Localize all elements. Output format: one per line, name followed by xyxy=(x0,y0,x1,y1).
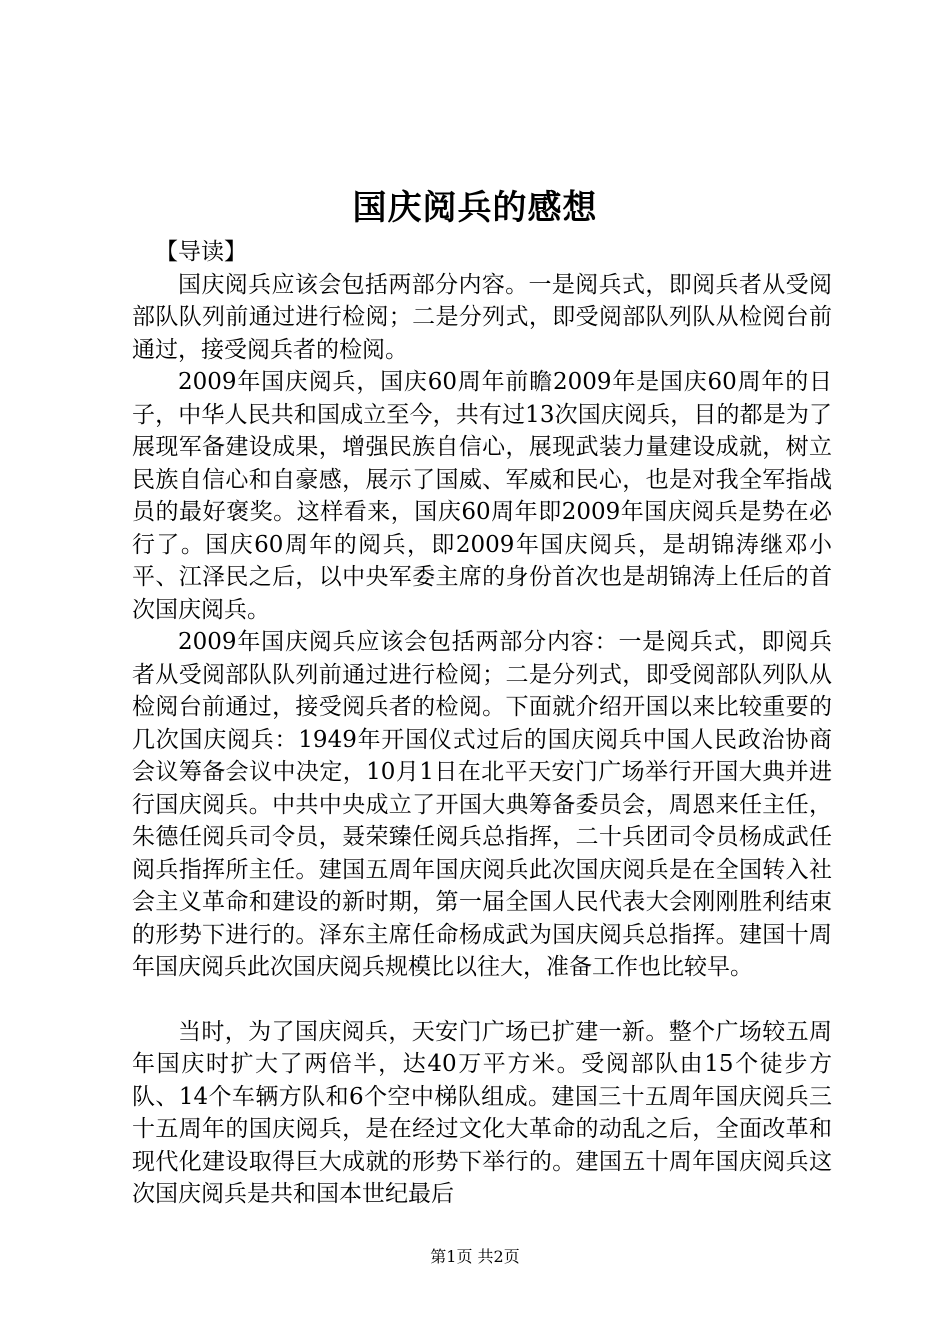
document-body xyxy=(132,236,832,1211)
paragraph-4: 当时，为了国庆阅兵，天安门广场已扩建一新。整个广场较五周年国庆时扩大了两倍半，达40万平方米。受阅部队由15个徒步方队、14个车辆方队和6个空中梯队组成。建国三十五周年国庆阅兵三十五周年的国庆阅兵，是在经过文化大革命的动乱之后，全面改革和现代化建设取得巨大成就的形势下举行的。建国五十周年国庆阅兵这次国庆阅兵是共和国本世纪最后 xyxy=(132,1018,832,1207)
paragraph-3: 2009年国庆阅兵应该会包括两部分内容：一是阅兵式，即阅兵者从受阅部队队列前通过进行检阅；二是分列式，即受阅部队列队从检阅台前通过，接受阅兵者的检阅。下面就介绍开国以来比较重要的几次国庆阅兵：1949年开国仪式过后的国庆阅兵中国人民政治协商会议筹备会议中决定，10月1日在北平天安门广场举行开国大典并进行国庆阅兵。中共中央成立了开国大典筹备委员会，周恩来任主任，朱德任阅兵司令员，聂荣臻任阅兵总指挥，二十兵团司令员杨成武任阅兵指挥所主任。建国五周年国庆阅兵此次国庆阅兵是在全国转入社会主义革命和建设的新时期，第一届全国人民代表大会刚刚胜利结束的形势下进行的。泽东主席任命杨成武为国庆阅兵总指挥。建国十周年国庆阅兵此次国庆阅兵规模比以往大，准备工作也比较早。 xyxy=(132,629,832,980)
paragraph-1: 国庆阅兵应该会包括两部分内容。一是阅兵式，即阅兵者从受阅部队队列前通过进行检阅；二是分列式，即受阅部队列队从检阅台前通过，接受阅兵者的检阅。 xyxy=(132,271,832,363)
page-number-footer: 第1页 共2页 xyxy=(430,1247,520,1266)
paragraph-2: 2009年国庆阅兵，国庆60周年前瞻2009年是国庆60周年的日子，中华人民共和国成立至今，共有过13次国庆阅兵，目的都是为了展现军备建设成果，增强民族自信心，展现武装力量建设成就，树立民族自信心和自豪感，展示了国威、军威和民心，也是对我全军指战员的最好褒奖。这样看来，国庆60周年即2009年国庆阅兵是势在必行了。国庆60周年的阅兵，即2009年国庆阅兵，是胡锦涛继邓小平、江泽民之后，以中央军委主席的身份首次也是胡锦涛上任后的首次国庆阅兵。 xyxy=(132,369,832,623)
lead-label: 【导读】 xyxy=(155,239,247,265)
document-title: 国庆阅兵的感想 xyxy=(352,188,598,228)
